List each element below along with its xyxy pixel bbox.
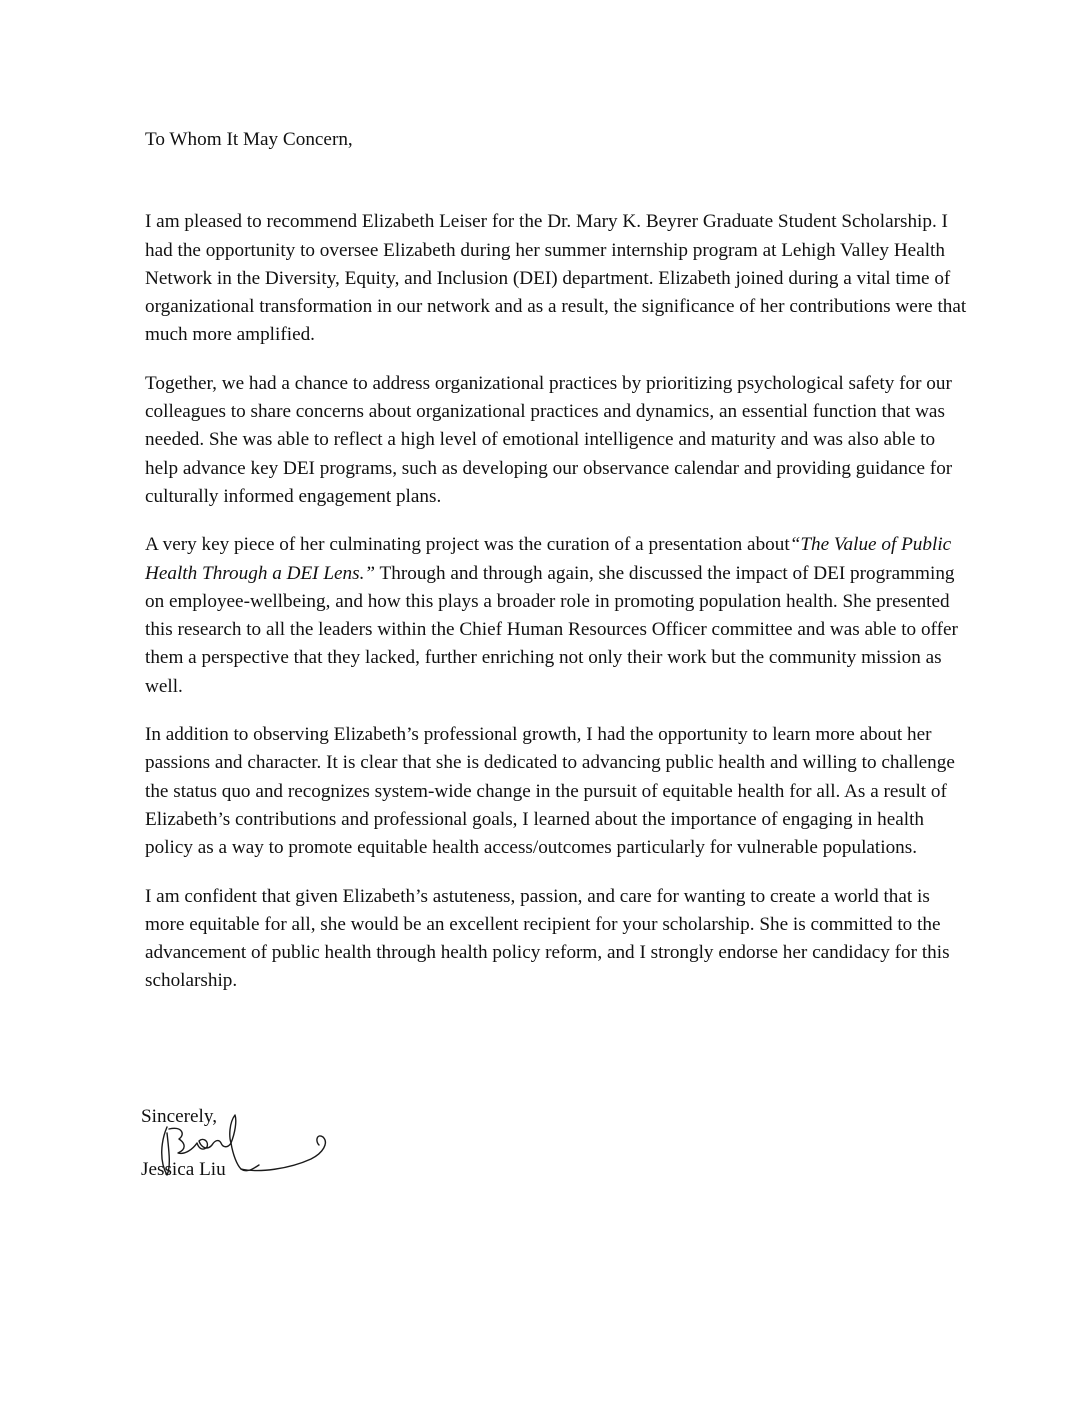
signer-name: Jessica Liu: [141, 1159, 226, 1180]
paragraph-3-intro: A very key piece of her culminating project was the curation of a presentation about: [145, 534, 790, 556]
presentation-title: “The Value of Public Health Through a DEI Lens.”: [145, 534, 952, 584]
paragraph-1: I am pleased to recommend Elizabeth Leiser for the Dr. Mary K. Beyrer Graduate Student Scholarship. I had the opportunity to oversee Elizabeth during her summer internship program at Lehigh Valley Health Network in the Diversity, Equity, and Inclusion (DEI) department. Elizabeth joined during a vital time of organizational transformation in our network and as a result, the significance of her contributions were that much more amplified.: [145, 211, 967, 346]
paragraph-4: In addition to observing Elizabeth’s professional growth, I had the opportunity to learn more about her passions and character. It is clear that she is dedicated to advancing public health and willing to challenge the status quo and recognizes system-wide change in the pursuit of equitable health for all. As a result of Elizabeth’s contributions and professional goals, I learned about the importance of engaging in health policy as a way to promote equitable health access/outcomes particularly for vulnerable populations.: [145, 724, 955, 859]
salutation: To Whom It May Concern,: [145, 129, 353, 150]
closing: Sincerely,: [141, 1106, 218, 1127]
paragraph-5: I am confident that given Elizabeth’s astuteness, passion, and care for wanting to create a world that is more equitable for all, she would be an excellent recipient for your scholarship. She is committed to the advancement of public health through health policy reform, and I strongly endorse her candidacy for this scholarship.: [145, 885, 950, 992]
signature-block: [141, 1099, 401, 1189]
paragraph-2: Together, we had a chance to address organizational practices by prioritizing psychological safety for our colleagues to share concerns about organizational practices and dynamics, an essential function that was needed. She was able to reflect a high level of emotional intelligence and maturity and was also able to help advance key DEI programs, such as developing our observance calendar and providing guidance for culturally informed engagement plans.: [145, 372, 953, 507]
paragraph-3: [145, 531, 970, 701]
paragraph-3-body: Through and through again, she discussed the impact of DEI programming on employee-wellbeing, and how this plays a broader role in promoting population health. She presented this research to all the leaders within the Chief Human Resources Officer committee and was able to offer them a perspective that they lacked, further enriching not only their work but the community mission as well.: [145, 562, 958, 697]
letter-body: [145, 126, 970, 1016]
